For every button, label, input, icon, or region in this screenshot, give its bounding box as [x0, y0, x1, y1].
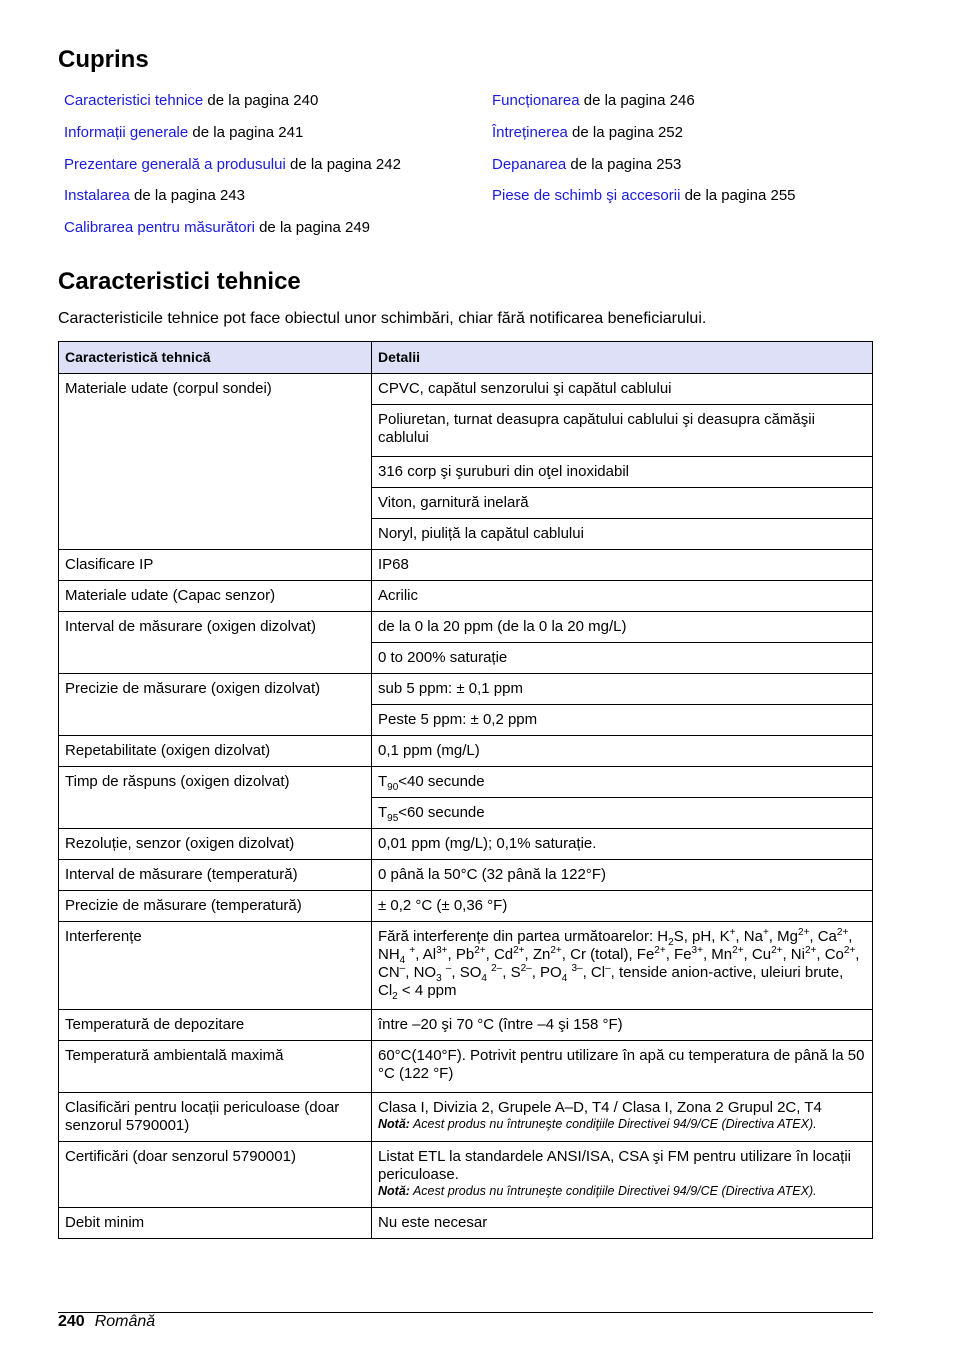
- spec-label: Timp de răspuns (oxigen dizolvat): [59, 767, 372, 829]
- spec-value: de la 0 la 20 ppm (de la 0 la 20 mg/L): [372, 612, 873, 643]
- spec-label: Temperatură de depozitare: [59, 1010, 372, 1041]
- toc-item: Caracteristici tehnice de la pagina 240: [64, 92, 319, 109]
- spec-label: Repetabilitate (oxigen dizolvat): [59, 736, 372, 767]
- spec-label: Interferențe: [59, 922, 372, 1010]
- spec-label: Materiale udate (corpul sondei): [59, 374, 372, 550]
- table-row: [59, 767, 873, 798]
- toc-link[interactable]: Caracteristici tehnice: [64, 92, 204, 109]
- table-row: [59, 829, 873, 860]
- table-row: [59, 1041, 873, 1093]
- spec-label: Clasificare IP: [59, 550, 372, 581]
- toc-item: Depanarea de la pagina 253: [492, 155, 682, 173]
- spec-label: Interval de măsurare (oxigen dizolvat): [59, 612, 372, 674]
- spec-value: Viton, garnitură inelară: [372, 488, 873, 519]
- spec-value: $T_{90}<40$ secunde: [372, 767, 873, 798]
- table-row: [59, 550, 873, 581]
- table-row: [59, 374, 873, 405]
- spec-value: CPVC, capătul senzorului şi capătul cablului: [372, 374, 873, 405]
- toc-item: Informații generale de la pagina 241: [64, 123, 304, 141]
- spec-label: Materiale udate (Capac senzor): [59, 581, 372, 612]
- intro-paragraph: Caracteristicile tehnice pot face obiectul unor schimbări, chiar fără notificarea beneficiarului.: [58, 310, 707, 327]
- toc-link[interactable]: Calibrarea pentru măsurători: [64, 219, 255, 237]
- table-header-row: [59, 342, 873, 374]
- table-row: [59, 891, 873, 922]
- section-title: Caracteristici tehnice: [58, 268, 301, 295]
- spec-label: Precizie de măsurare (temperatură): [59, 891, 372, 922]
- spec-value: 60°C(140°F). Potrivit pentru utilizare în apă cu temperatura de până la 50 °C (122 °F): [372, 1041, 873, 1093]
- spec-label: Clasificări pentru locații periculoase (doar senzorul 5790001): [59, 1093, 372, 1142]
- toc-item: Prezentare generală a produsului de la pagina 242: [64, 155, 401, 173]
- spec-value: Poliuretan, turnat deasupra capătului cablului şi deasupra cămăşii cablului: [372, 405, 873, 457]
- spec-value: sub 5 ppm: ± 0,1 ppm: [372, 674, 873, 705]
- table-row: [59, 922, 873, 1010]
- footer-language: Română: [94, 1313, 156, 1330]
- spec-value: Acrilic: [372, 581, 873, 612]
- spec-value: Listat ETL la standardele ANSI/ISA, CSA şi FM pentru utilizare în locații periculoase. Notă: Acest produs nu întruneşte condiţiile Directivei 94/9/CE (Directiva ATEX).: [372, 1142, 873, 1208]
- spec-value: ± 0,2 °C (± 0,36 °F): [372, 891, 873, 922]
- spec-label: Precizie de măsurare (oxigen dizolvat): [59, 674, 372, 736]
- spec-value: Clasa I, Divizia 2, Grupele A–D, T4 / Clasa I, Zona 2 Grupul 2C, T4 Notă: Acest produs nu întruneşte condiţiile Directivei 94/9/CE (Directiva ATEX).: [372, 1093, 873, 1142]
- page-number: 240: [58, 1313, 85, 1330]
- toc-title: Cuprins: [58, 46, 149, 73]
- table-row: [59, 860, 873, 891]
- toc-link[interactable]: Informații generale: [64, 123, 189, 141]
- spec-label: Debit minim: [59, 1208, 372, 1239]
- table-row: [59, 736, 873, 767]
- column-header: Caracteristică tehnică: [59, 342, 372, 374]
- toc-link[interactable]: Depanarea: [492, 155, 567, 173]
- table-row: [59, 1010, 873, 1041]
- table-row: [59, 581, 873, 612]
- toc-item: Calibrarea pentru măsurători de la pagina 249: [64, 219, 371, 237]
- spec-value: IP68: [372, 550, 873, 581]
- toc-link[interactable]: Funcționarea: [492, 92, 580, 109]
- spec-value: 0 până la 50°C (32 până la 122°F): [372, 860, 873, 891]
- note: Notă: Acest produs nu întruneşte condiţiile Directivei 94/9/CE (Directiva ATEX).: [378, 1184, 817, 1198]
- table-row: [59, 1208, 873, 1239]
- column-header: Detalii: [372, 342, 873, 374]
- toc-link[interactable]: Prezentare generală a produsului: [64, 155, 286, 173]
- spec-value: $T_{95}<60$ secunde: [372, 798, 873, 829]
- spec-table: [58, 341, 873, 1239]
- toc-item: Funcționarea de la pagina 246: [492, 92, 695, 109]
- toc-right-column: [492, 91, 796, 218]
- toc-item: Întreținerea de la pagina 252: [492, 123, 683, 141]
- spec-value: 0,1 ppm (mg/L): [372, 736, 873, 767]
- footer: [58, 1312, 155, 1332]
- toc-link[interactable]: Piese de schimb şi accesorii: [492, 187, 681, 205]
- spec-value: 316 corp şi şuruburi din oţel inoxidabil: [372, 457, 873, 488]
- table-row: [59, 1093, 873, 1142]
- spec-label: Interval de măsurare (temperatură): [59, 860, 372, 891]
- table-row: [59, 1142, 873, 1208]
- spec-value: între –20 şi 70 °C (între –4 şi 158 °F): [372, 1010, 873, 1041]
- toc-item: Piese de schimb şi accesorii de la pagina 255: [492, 187, 796, 205]
- toc-item: Instalarea de la pagina 243: [64, 187, 245, 205]
- spec-value: Noryl, piuliță la capătul cablului: [372, 519, 873, 550]
- spec-value: 0,01 ppm (mg/L); 0,1% saturație.: [372, 829, 873, 860]
- spec-label: Certificări (doar senzorul 5790001): [59, 1142, 372, 1208]
- toc-left-column: [64, 91, 401, 250]
- spec-label: Temperatură ambientală maximă: [59, 1041, 372, 1093]
- note: Notă: Acest produs nu întruneşte condiţiile Directivei 94/9/CE (Directiva ATEX).: [378, 1117, 817, 1131]
- toc-link[interactable]: Instalarea: [64, 187, 130, 205]
- toc-link[interactable]: Întreținerea: [492, 123, 568, 141]
- spec-value: Peste 5 ppm: ± 0,2 ppm: [372, 705, 873, 736]
- spec-label: Rezoluție, senzor (oxigen dizolvat): [59, 829, 372, 860]
- footer-divider: [58, 1312, 873, 1313]
- table-row: [59, 612, 873, 643]
- table-row: [59, 674, 873, 705]
- spec-value-interference: Fără interferențe din partea următoarelor: $H_2S$, pH, K+, Na+, $Mg^{2+}$, $Ca^{2+}$, $NH_4$ +, $Al^{3+}$, $Pb^{2+}$, $Cd^{2+}$, $Zn^{2+}$, Cr (total), $Fe^{2+}$, $Fe^{3+}$, $Mn^{2+}$, $Cu^{2+}$, $Ni^{2+}$, $Co^{2+}$, CN–, $NO_3$ –, $SO_4$ $^{2-}$, $S^{2-}$, $PO_4$ $^{3-}$, Cl–, tenside anion-active, uleiuri brute, $Cl_2 < 4$ ppm: [372, 922, 873, 1010]
- spec-value: 0 to 200% saturație: [372, 643, 873, 674]
- spec-value: Nu este necesar: [372, 1208, 873, 1239]
